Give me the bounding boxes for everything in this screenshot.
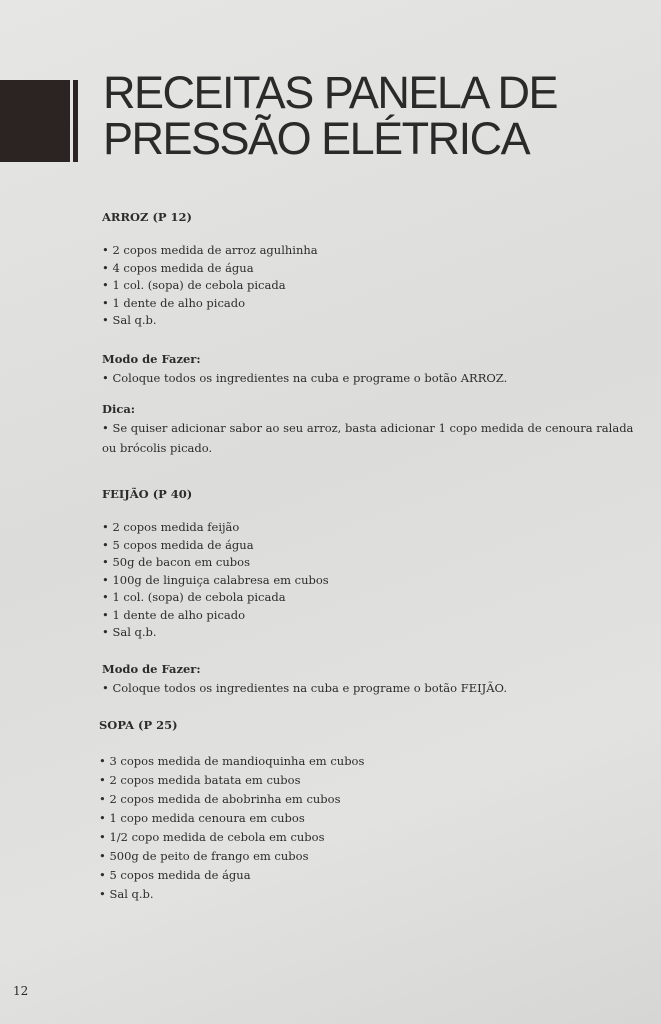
recipe-feijao xyxy=(102,485,642,698)
ingredient-list xyxy=(99,752,639,904)
ingredient-item: • 100g de linguiça calabresa em cubos xyxy=(102,572,642,590)
ingredient-item: • 2 copos medida batata em cubos xyxy=(99,771,639,790)
ingredient-item: • 1 col. (sopa) de cebola picada xyxy=(102,277,642,295)
recipe-heading: SOPA (P 25) xyxy=(99,718,178,732)
title-line-2: PRESSÃO ELÉTRICA xyxy=(103,113,530,164)
title-rule xyxy=(73,80,78,162)
method-text: • Coloque todos os ingredientes na cuba e programe o botão ARROZ. xyxy=(102,370,508,385)
ingredient-list xyxy=(102,519,642,642)
ingredient-item: • 1 col. (sopa) de cebola picada xyxy=(102,589,642,607)
title-line-1: RECEITAS PANELA DE xyxy=(103,67,557,118)
recipe-sopa xyxy=(99,716,639,904)
tip-label: Dica: xyxy=(102,401,136,416)
ingredient-item: • Sal q.b. xyxy=(102,312,642,330)
recipe-heading: ARROZ (P 12) xyxy=(102,210,192,224)
ingredient-item: • 1/2 copo medida de cebola em cubos xyxy=(99,828,639,847)
ingredient-list xyxy=(102,242,642,330)
method-text: • Coloque todos os ingredientes na cuba e programe o botão FEIJÃO. xyxy=(102,680,507,695)
ingredient-item: • 2 copos medida de arroz agulhinha xyxy=(102,242,642,260)
ingredient-item: • 1 dente de alho picado xyxy=(102,607,642,625)
ingredient-item: • 5 copos medida de água xyxy=(102,537,642,555)
ingredient-item: • 1 dente de alho picado xyxy=(102,295,642,313)
page-number: 12 xyxy=(13,984,29,998)
tip-text: • Se quiser adicionar sabor ao seu arroz, basta adicionar 1 copo medida de cenoura ralada ou brócolis picado. xyxy=(102,420,634,455)
ingredient-item: • 50g de bacon em cubos xyxy=(102,554,642,572)
recipe-heading: FEIJÃO (P 40) xyxy=(102,487,193,501)
page-title xyxy=(103,67,557,164)
method-label: Modo de Fazer: xyxy=(102,351,201,366)
ingredient-item: • 2 copos medida feijão xyxy=(102,519,642,537)
ingredient-item: • 3 copos medida de mandioquinha em cubos xyxy=(99,752,639,771)
ingredient-item: • 1 copo medida cenoura em cubos xyxy=(99,809,639,828)
ingredient-item: • Sal q.b. xyxy=(102,624,642,642)
ingredient-item: • 500g de peito de frango em cubos xyxy=(99,847,639,866)
ingredient-item: • 5 copos medida de água xyxy=(99,866,639,885)
ingredient-item: • 2 copos medida de abobrinha em cubos xyxy=(99,790,639,809)
recipe-arroz xyxy=(102,208,642,458)
ingredient-item: • 4 copos medida de água xyxy=(102,260,642,278)
title-block-decoration xyxy=(0,80,70,162)
ingredient-item: • Sal q.b. xyxy=(99,885,639,904)
method-label: Modo de Fazer: xyxy=(102,661,201,676)
